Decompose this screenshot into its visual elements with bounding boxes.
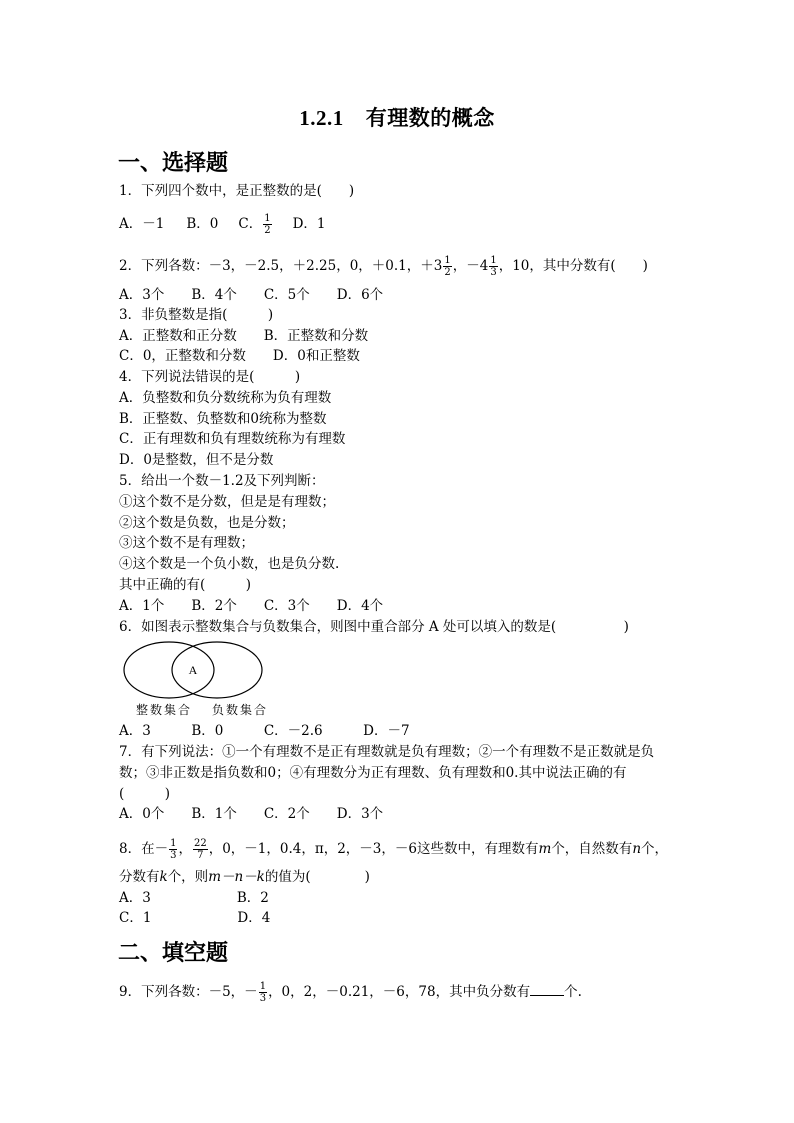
venn-overlap-label: A xyxy=(188,663,198,677)
section-heading-fill: 二、填空题 xyxy=(118,940,229,966)
q8-expression: m－n－k xyxy=(208,869,265,885)
q8-options-cd xyxy=(119,910,270,927)
title-number: 1.2.1 xyxy=(299,106,344,130)
q5-judgement-3: ③这个数不是有理数； xyxy=(119,535,254,551)
q4-option-a: A．负整数和负分数统称为负有理数 xyxy=(119,390,332,406)
q1-option-b: B．0 xyxy=(186,216,219,232)
q2-options: A．3个 B．4个 C．5个 D．6个 xyxy=(119,287,384,303)
fraction-numerator: 1 xyxy=(264,213,271,224)
q5-judgement-2: ②这个数是负数，也是分数； xyxy=(119,515,295,531)
q8-option-d: D．4 xyxy=(237,910,271,926)
q7-line-2: 数；③非正数是指负数和0；④有理数分为正有理数、负有理数和0.其中说法正确的有 xyxy=(119,765,627,781)
q8-option-c: C．1 xyxy=(119,910,152,926)
q8-fraction-1 xyxy=(169,838,177,861)
q2-text-part1: 2．下列各数：－3，－2.5，＋2.25，0，＋0.1，＋3 xyxy=(119,258,443,274)
q4-option-c: C．正有理数和负有理数统称为有理数 xyxy=(119,431,346,447)
q8-options-ab xyxy=(119,890,269,907)
q6-options: A．3 B．0 C．－2.6 D．－7 xyxy=(119,723,410,739)
q8-line-1 xyxy=(119,838,668,861)
q3-options-cd: C．0，正整数和分数 D．0和正整数 xyxy=(119,348,360,364)
q2-text-part2: ，－4 xyxy=(452,258,489,274)
fraction-numerator: 22 xyxy=(193,838,207,849)
q9-text-part1: 9．下列各数：－5，－ xyxy=(119,984,258,1000)
q8-text-part5: 个， xyxy=(641,841,669,857)
fraction-denominator: 7 xyxy=(193,849,208,861)
fraction-numerator: 1 xyxy=(444,255,451,266)
q1-option-a: A．－1 xyxy=(119,216,165,232)
variable-m: m xyxy=(538,841,552,857)
q9-text-part3: 个. xyxy=(564,984,582,1000)
q8-text-part1: 8．在－ xyxy=(119,841,169,857)
venn-label-negatives: 负数集合 xyxy=(212,703,269,717)
integer-set-ellipse xyxy=(124,642,214,698)
q1-option-d: D．1 xyxy=(292,216,326,232)
q8-fraction-2 xyxy=(193,838,208,861)
q7-options: A．0个 B．1个 C．2个 D．3个 xyxy=(119,806,384,822)
venn-label-integers: 整数集合 xyxy=(136,703,193,717)
q7-line-3: ( ) xyxy=(119,786,171,802)
q2-fraction-1 xyxy=(443,255,451,278)
fraction-numerator: 1 xyxy=(170,838,177,849)
q9-answer-blank[interactable] xyxy=(530,983,564,996)
variable-k: k xyxy=(159,869,168,885)
q3-options-ab: A．正整数和正分数 B．正整数和分数 xyxy=(119,328,369,344)
q5-judgement-1: ①这个数不是分数，但是是有理数； xyxy=(119,494,335,510)
page-title xyxy=(0,102,794,132)
q8-text-part3: ，0，－1，0.4，π，2，－3，－6这些数中，有理数有 xyxy=(208,841,539,857)
q8-text-part8: 的值为( ) xyxy=(264,869,370,885)
fraction-numerator: 1 xyxy=(490,255,497,266)
q8-line-2 xyxy=(119,869,370,886)
q9-stem xyxy=(119,981,582,1004)
negative-set-ellipse xyxy=(172,642,262,698)
q4-option-b: B．正整数、负整数和0统称为整数 xyxy=(119,411,327,427)
title-text: 有理数的概念 xyxy=(365,105,495,130)
q6-stem: 6．如图表示整数集合与负数集合，则图中重合部分 A 处可以填入的数是( ) xyxy=(119,619,629,635)
q1-stem: 1．下列四个数中，是正整数的是( ) xyxy=(119,183,355,199)
q1-option-c-prefix: C． xyxy=(238,216,263,232)
q8-option-b: B．2 xyxy=(236,890,269,906)
q8-text-part2: ， xyxy=(178,841,192,857)
fraction-denominator: 2 xyxy=(444,267,451,278)
q5-judgement-4: ④这个数是一个负小数，也是负分数. xyxy=(119,556,340,572)
q9-text-part2: ，0，2，－0.21，－6，78，其中负分数有 xyxy=(268,984,531,1000)
q2-text-part3: ，10，其中分数有( ) xyxy=(498,258,648,274)
fraction-denominator: 3 xyxy=(490,267,497,278)
q4-stem: 4．下列说法错误的是( ) xyxy=(119,369,301,385)
section-heading-choice: 一、选择题 xyxy=(118,150,229,176)
q8-text-part7: 个，则 xyxy=(167,869,209,885)
fraction-numerator: 1 xyxy=(259,981,267,992)
q8-text-part6: 分数有 xyxy=(119,869,160,885)
q8-text-part4: 个，自然数有 xyxy=(551,841,633,857)
q5-options: A．1个 B．2个 C．3个 D．4个 xyxy=(119,598,384,614)
q2-stem xyxy=(119,255,648,278)
q7-line-1: 7．有下列说法：①一个有理数不是正有理数就是负有理数；②一个有理数不是正数就是负 xyxy=(119,744,655,760)
q3-stem: 3．非负整数是指( ) xyxy=(119,307,274,323)
q8-option-a: A．3 xyxy=(119,890,151,906)
fraction-denominator: 3 xyxy=(259,993,267,1004)
fraction-denominator: 3 xyxy=(170,850,177,861)
q1-option-c-fraction xyxy=(263,213,271,236)
q5-ask: 其中正确的有( ) xyxy=(119,577,252,593)
fraction-denominator: 2 xyxy=(264,225,271,236)
q4-option-d: D．0是整数，但不是分数 xyxy=(119,452,274,468)
q1-options xyxy=(119,213,326,236)
variable-n: n xyxy=(632,841,642,857)
q5-stem: 5．给出一个数－1.2及下列判断： xyxy=(119,473,325,489)
q9-fraction xyxy=(259,981,267,1004)
q2-fraction-2 xyxy=(489,255,497,278)
